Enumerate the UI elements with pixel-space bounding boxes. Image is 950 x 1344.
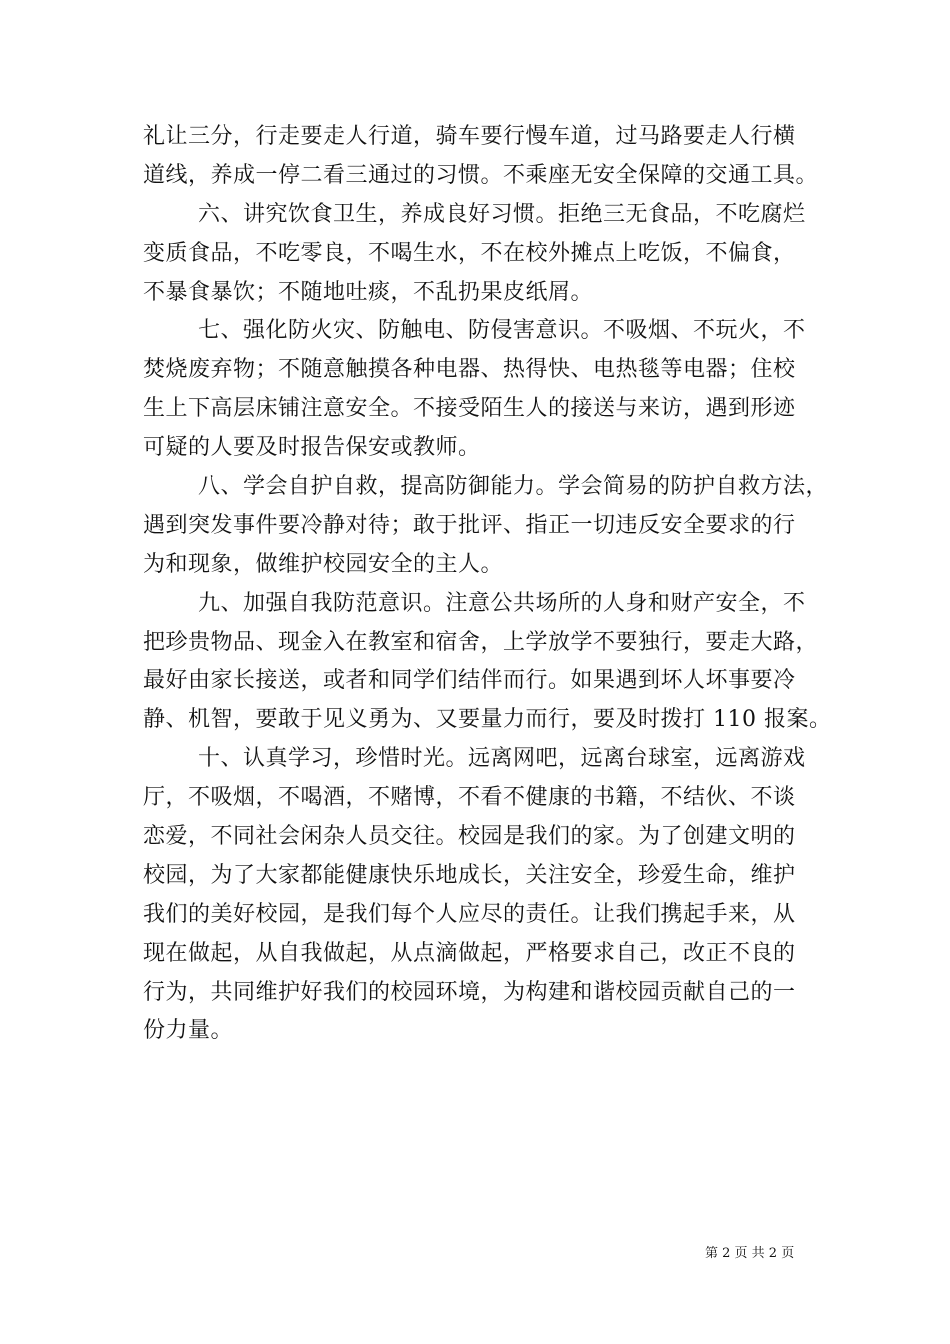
- text-line: 生上下高层床铺注意安全。不接受陌生人的接送与来访，遇到形迹: [143, 396, 796, 422]
- text-line: 变质食品，不吃零良，不喝生水，不在校外摊点上吃饭，不偏食，: [143, 240, 796, 266]
- paragraph-8-start: 八、学会自护自救，提高防御能力。学会简易的防护自救方法，: [198, 474, 829, 500]
- text-line: 为和现象，做维护校园安全的主人。: [143, 551, 504, 577]
- paragraph-6-start: 六、讲究饮食卫生，养成良好习惯。拒绝三无食品，不吃腐烂: [198, 201, 806, 227]
- text-line: 行为，共同维护好我们的校园环境，为构建和谐校园贡献自己的一: [143, 979, 796, 1005]
- text-line: 把珍贵物品、现金入在教室和宿舍，上学放学不要独行，要走大路，: [143, 629, 819, 655]
- text-line: 恋爱，不同社会闲杂人员交往。校园是我们的家。为了创建文明的: [143, 824, 796, 850]
- text-line: 厅，不吸烟，不喝酒，不赌博，不看不健康的书籍，不结伙、不谈: [143, 785, 796, 811]
- text-line: 静、机智，要敢于见义勇为、又要量力而行，要及时拨打 110 报案。: [143, 707, 832, 733]
- paragraph-9-start: 九、加强自我防范意识。注意公共场所的人身和财产安全，不: [198, 590, 806, 616]
- text-line: 礼让三分，行走要走人行道，骑车要行慢车道，过马路要走人行横: [143, 124, 796, 149]
- page-number: 第 2 页 共 2 页: [705, 1246, 795, 1261]
- body-text: [143, 118, 832, 1051]
- text-line: 校园，为了大家都能健康快乐地成长，关注安全，珍爱生命，维护: [143, 862, 796, 888]
- text-line: 份力量。: [143, 1018, 234, 1044]
- text-line: 不暴食暴饮；不随地吐痰，不乱扔果皮纸屑。: [143, 279, 594, 305]
- text-line: 现在做起，从自我做起，从点滴做起，严格要求自己，改正不良的: [143, 940, 796, 966]
- text-line: 道线，养成一停二看三通过的习惯。不乘座无安全保障的交通工具。: [143, 162, 819, 188]
- paragraph-7-start: 七、强化防火灾、防触电、防侵害意识。不吸烟、不玩火，不: [198, 318, 806, 344]
- text-line: 我们的美好校园，是我们每个人应尽的责任。让我们携起手来，从: [143, 901, 796, 927]
- text-line: 焚烧废弃物；不随意触摸各种电器、热得快、电热毯等电器；住校: [143, 357, 796, 383]
- paragraph-10-start: 十、认真学习，珍惜时光。远离网吧，远离台球室，远离游戏: [198, 746, 806, 772]
- text-line: 可疑的人要及时报告保安或教师。: [143, 435, 481, 461]
- text-line: 遇到突发事件要冷静对待；敢于批评、指正一切违反安全要求的行: [143, 512, 796, 538]
- text-line: 最好由家长接送，或者和同学们结伴而行。如果遇到坏人坏事要冷: [143, 668, 796, 694]
